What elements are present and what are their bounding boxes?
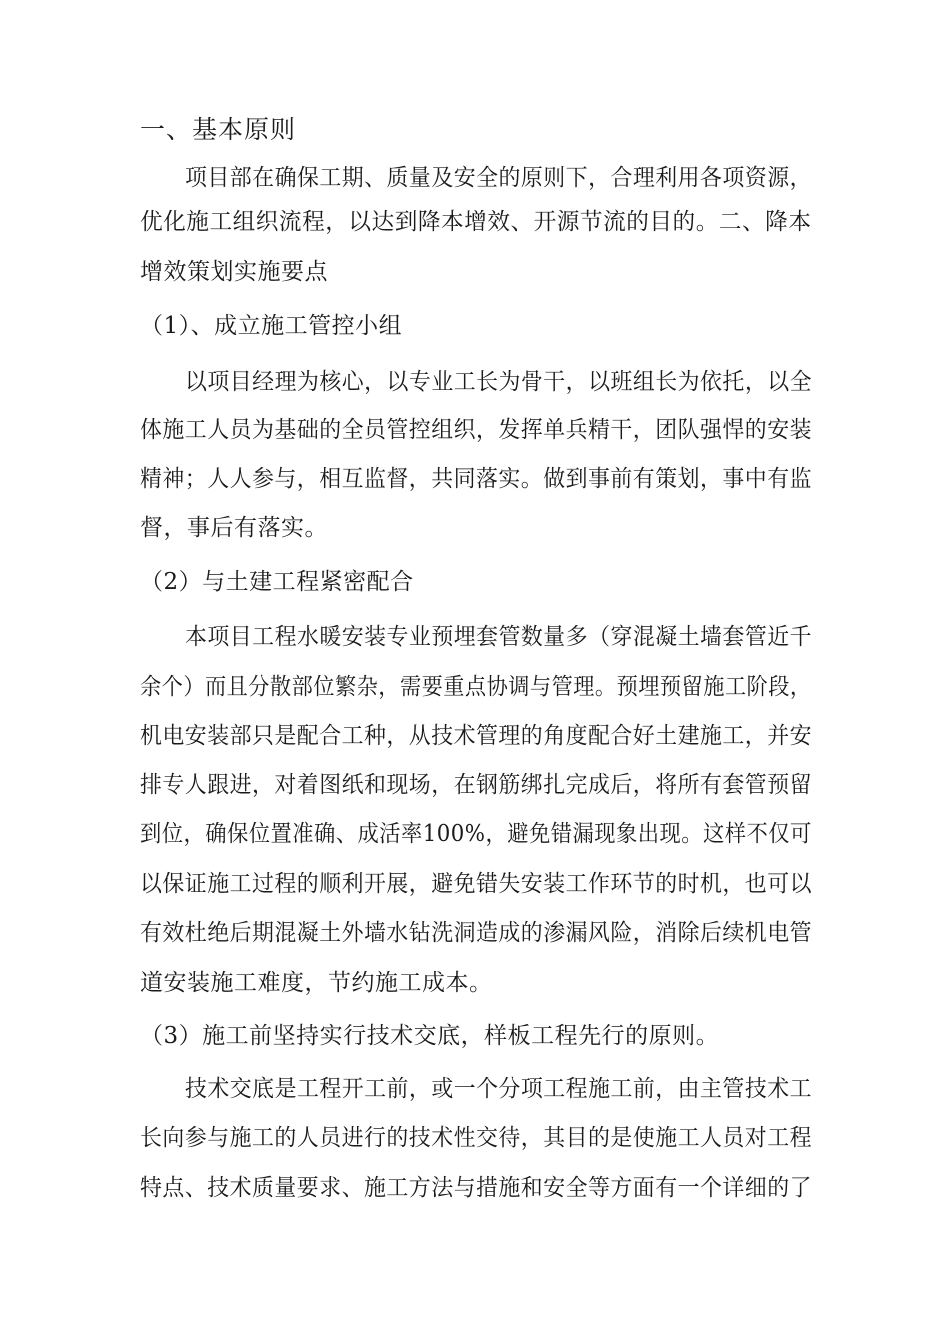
paragraph-line: 以保证施工过程的顺利开展，避免错失安装工作环节的时机，也可以 xyxy=(140,871,813,897)
section-heading-basic-principles: 一、基本原则 xyxy=(140,115,297,144)
paragraph-line: 有效杜绝后期混凝土外墙水钻洗洞造成的渗漏风险，消除后续机电管 xyxy=(140,920,813,946)
paragraph-line: 优化施工组织流程，以达到降本增效、开源节流的目的。二、降本 xyxy=(140,209,812,235)
paragraph-line: 督，事后有落实。 xyxy=(140,515,328,541)
paragraph-line: 特点、技术质量要求、施工方法与措施和安全等方面有一个详细的了 xyxy=(140,1175,813,1201)
paragraph-line: 长向参与施工的人员进行的技术性交待，其目的是使施工人员对工程 xyxy=(140,1125,813,1151)
paragraph-line: 本项目工程水暖安装专业预埋套管数量多（穿混凝土墙套管近千 xyxy=(185,624,813,650)
paragraph-line: 精神；人人参与，相互监督，共同落实。做到事前有策划，事中有监 xyxy=(140,466,813,492)
subheading-1: （1）、成立施工管控小组 xyxy=(140,313,403,339)
paragraph-line: 增效策划实施要点 xyxy=(140,259,328,285)
subheading-2: （2）与土建工程紧密配合 xyxy=(140,569,414,595)
paragraph-line: 到位，确保位置准确、成活率100%，避免错漏现象出现。这样不仅可 xyxy=(140,821,812,847)
paragraph-line: 以项目经理为核心，以专业工长为骨干，以班组长为依托，以全 xyxy=(185,369,813,395)
paragraph-line: 排专人跟进，对着图纸和现场，在钢筋绑扎完成后，将所有套管预留 xyxy=(140,772,813,798)
paragraph-line: 体施工人员为基础的全员管控组织，发挥单兵精干，团队强悍的安装 xyxy=(140,417,813,443)
paragraph-line: 余个）而且分散部位繁杂，需要重点协调与管理。预埋预留施工阶段， xyxy=(140,674,812,700)
paragraph-line: 项目部在确保工期、质量及安全的原则下，合理利用各项资源， xyxy=(185,165,813,191)
subheading-3: （3）施工前坚持实行技术交底，样板工程先行的原则。 xyxy=(140,1023,720,1049)
paragraph-line: 机电安装部只是配合工种，从技术管理的角度配合好土建施工，并安 xyxy=(140,723,813,749)
paragraph-line: 道安装施工难度，节约施工成本。 xyxy=(140,970,493,996)
paragraph-line: 技术交底是工程开工前，或一个分项工程施工前，由主管技术工 xyxy=(185,1076,813,1102)
